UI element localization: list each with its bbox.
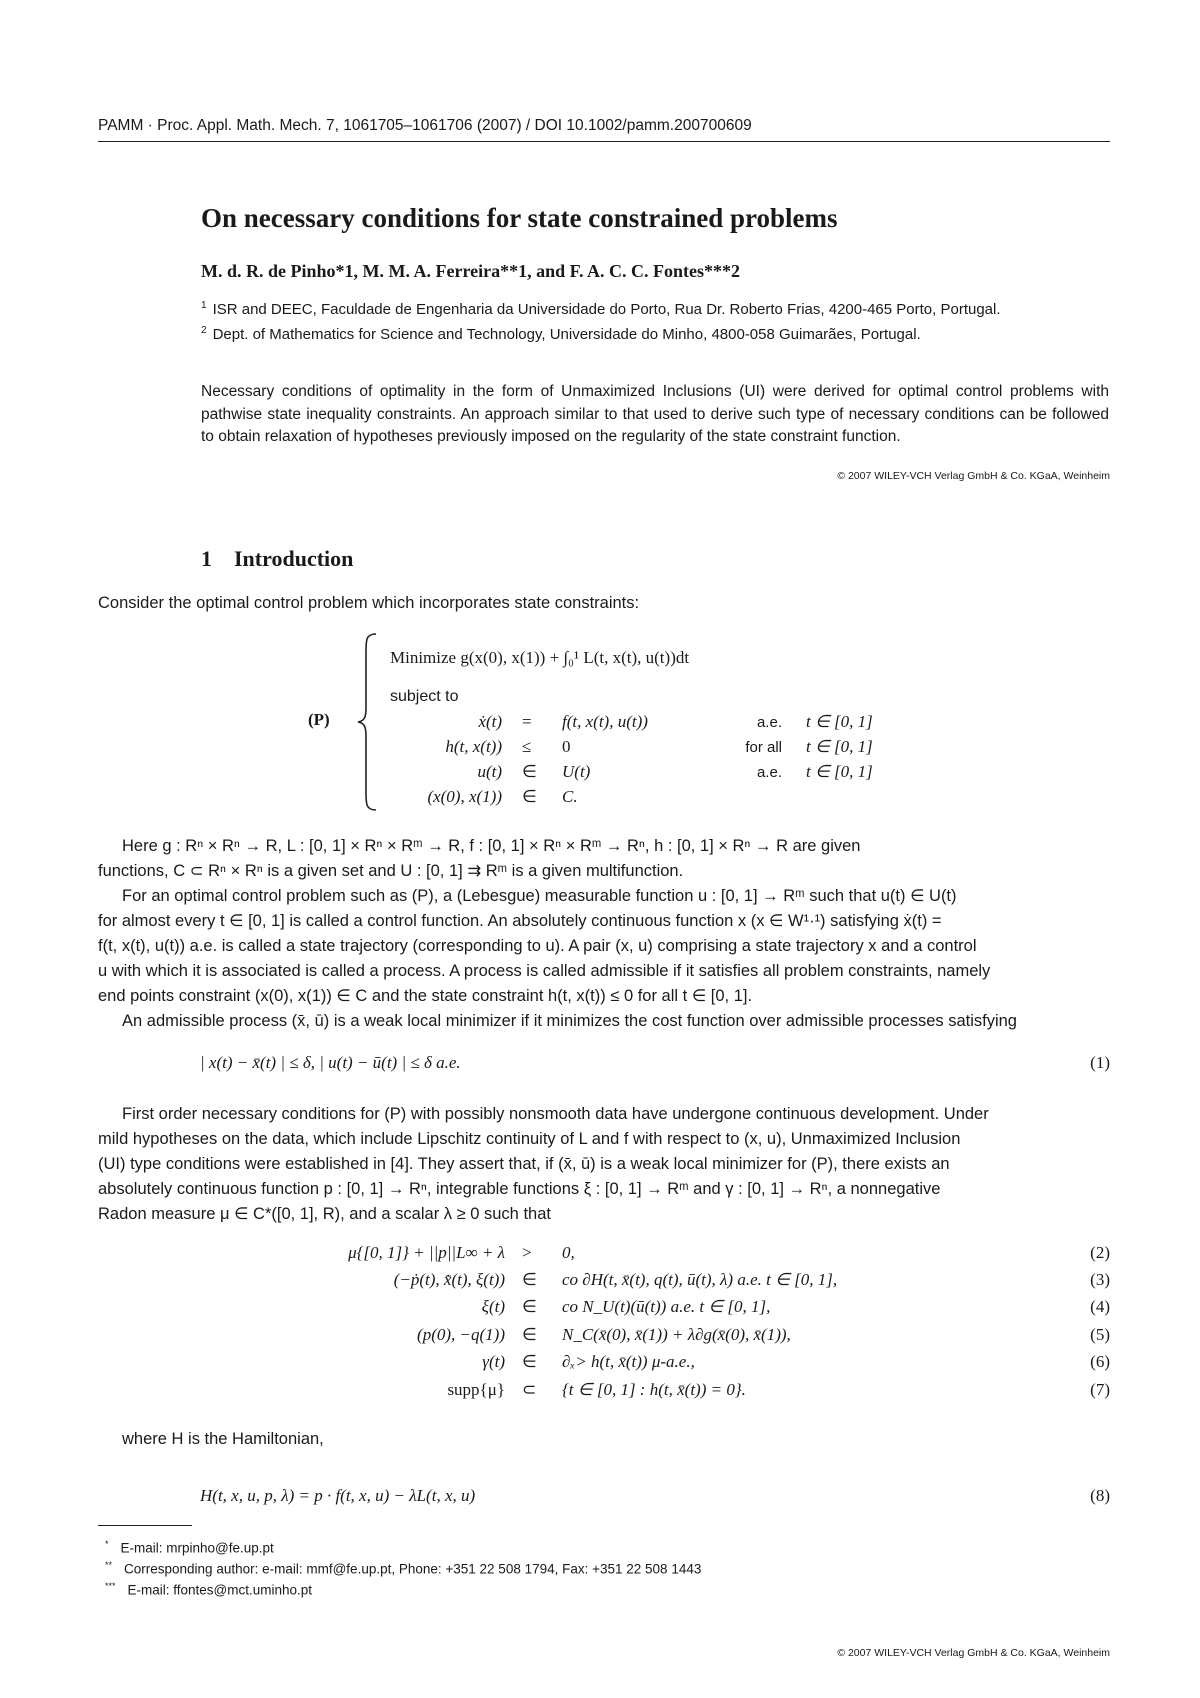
equation-lhs: μ{[0, 1]} + ||p||L∞ + λ [348, 1243, 505, 1262]
copyright-notice: © 2007 WILEY-VCH Verlag GmbH & Co. KGaA, Weinheim [837, 1647, 1110, 1659]
equation-number: (5) [1090, 1325, 1110, 1344]
paragraph-line: An admissible process (x̄, ū) is a weak local minimizer if it minimizes the cost function over admissible processes satisfying [122, 1012, 1017, 1030]
left-brace-icon [356, 632, 382, 812]
equation-rhs: ∂ₓ> h(t, x̄(t)) μ-a.e., [562, 1352, 695, 1371]
equation-lhs: γ(t) [482, 1352, 505, 1371]
constraint-lhs: (x(0), x(1)) [427, 787, 502, 806]
paragraph-line: end points constraint (x(0), x(1)) ∈ C and the state constraint h(t, x(t)) ≤ 0 for all t ∈ [0, 1]. [98, 987, 753, 1005]
problem-subject-to: subject to [390, 688, 459, 705]
paragraph-line: u with which it is associated is called a process. A process is called admissible if it satisfies all problem constraints, namely [98, 962, 991, 980]
intro-sentence: Consider the optimal control problem which incorporates state constraints: [98, 594, 640, 612]
affiliation-text: ISR and DEEC, Faculdade de Engenharia da Universidade do Porto, Rua Dr. Roberto Frias, 4200-465 Porto, Portugal. [212, 301, 1001, 318]
affiliation-mark: 1 [201, 300, 207, 311]
abstract: Necessary conditions of optimality in the form of Unmaximized Inclusions (UI) were derived for optimal control problems with pathwise state inequality constraints. An approach similar to that used to derive such type of necessary conditions can be followed to obtain relaxation of hypotheses previously imposed on the regularity of the state constraint function. [201, 383, 1109, 445]
author-list: M. d. R. de Pinho*1, M. M. A. Ferreira**1, and F. A. C. C. Fontes***2 [201, 261, 740, 281]
constraint-domain: t ∈ [0, 1] [806, 762, 873, 781]
equation-rhs: N_C(x̄(0), x̄(1)) + λ∂g(x̄(0), x̄(1)), [562, 1325, 791, 1344]
equation-relation: ∈ [522, 1297, 537, 1316]
constraint-lhs: u(t) [477, 762, 502, 781]
equation-lhs: (p(0), −q(1)) [417, 1325, 505, 1344]
footnote-text: E-mail: mrpinho@fe.up.pt [120, 1540, 274, 1556]
paragraph-line: f(t, x(t), u(t)) a.e. is called a state trajectory (corresponding to u). A pair (x, u) comprising a state trajectory x and a control [98, 937, 977, 955]
section-number: 1 [201, 546, 212, 571]
equation-1: | x(t) − x̄(t) | ≤ δ, | u(t) − ū(t) | ≤ δ a.e. [200, 1053, 461, 1072]
constraint-relation: ∈ [522, 762, 537, 781]
paragraph-line: functions, C ⊂ Rⁿ × Rⁿ is a given set and U : [0, 1] ⇉ Rᵐ is a given multifunction. [98, 862, 684, 880]
constraint-domain: t ∈ [0, 1] [806, 737, 873, 756]
constraint-rhs: U(t) [562, 762, 591, 781]
section-title: Introduction [234, 546, 354, 571]
equation-number: (1) [1090, 1053, 1110, 1072]
constraint-rhs: C. [562, 787, 578, 806]
paragraph-line: (UI) type conditions were established in [4]. They assert that, if (x̄, ū) is a weak local minimizer for (P), there exists an [98, 1155, 950, 1173]
equation-8: H(t, x, u, p, λ) = p · f(t, x, u) − λL(t, x, u) [200, 1486, 476, 1505]
section-heading [201, 546, 353, 572]
paragraph-line: mild hypotheses on the data, which include Lipschitz continuity of L and f with respect to (x, u), Unmaximized Inclusion [98, 1130, 961, 1148]
footnote-text: E-mail: ffontes@mct.uminho.pt [127, 1582, 313, 1598]
equation-number: (4) [1090, 1297, 1110, 1316]
equation-lhs: supp{μ} [447, 1380, 505, 1399]
constraint-relation: ≤ [522, 737, 532, 756]
footnote-mark: *** [105, 1581, 116, 1591]
constraint-relation: = [522, 712, 532, 731]
constraint-rhs: 0 [562, 737, 571, 756]
problem-objective: Minimize g(x(0), x(1)) + ∫₀¹ L(t, x(t), u(t))dt [390, 648, 690, 667]
footnote-rule [98, 1525, 192, 1526]
constraint-qualifier: a.e. [756, 764, 782, 781]
paragraph-line: absolutely continuous function p : [0, 1] → Rⁿ, integrable functions ξ : [0, 1] → Rᵐ and γ : [0, 1] → Rⁿ, a nonnegative [98, 1180, 941, 1198]
paragraph-line: For an optimal control problem such as (P), a (Lebesgue) measurable function u : [0, 1] → Rᵐ such that u(t) ∈ U(t) [122, 887, 957, 905]
equation-rhs: 0, [562, 1243, 575, 1262]
equation-rhs: {t ∈ [0, 1] : h(t, x̄(t)) = 0}. [562, 1380, 746, 1399]
affiliation-2 [201, 325, 921, 343]
constraint-qualifier: a.e. [756, 714, 782, 731]
equation-relation: ∈ [522, 1270, 537, 1289]
footnote [105, 1581, 312, 1598]
equation-relation: ⊂ [522, 1380, 537, 1399]
equation-relation: ∈ [522, 1352, 537, 1371]
constraint-lhs: ẋ(t) [478, 712, 502, 731]
equation-lhs: ξ(t) [481, 1297, 505, 1316]
equation-number: (6) [1090, 1352, 1110, 1371]
running-header: PAMM · Proc. Appl. Math. Mech. 7, 1061705–1061706 (2007) / DOI 10.1002/pamm.200700609 [98, 117, 752, 134]
copyright-notice: © 2007 WILEY-VCH Verlag GmbH & Co. KGaA, Weinheim [837, 470, 1110, 482]
constraint-domain: t ∈ [0, 1] [806, 712, 873, 731]
footnote [105, 1539, 274, 1556]
equation-lhs: (−ṗ(t), x̄̇(t), ξ(t)) [393, 1270, 505, 1289]
footnote-mark: ** [105, 1560, 113, 1570]
affiliation-text: Dept. of Mathematics for Science and Technology, Universidade do Minho, 4800-058 Guimarães, Portugal. [212, 326, 921, 343]
footnote-text: Corresponding author: e-mail: mmf@fe.up.pt, Phone: +351 22 508 1794, Fax: +351 22 508 1443 [124, 1561, 702, 1577]
equation-number: (3) [1090, 1270, 1110, 1289]
equation-number: (2) [1090, 1243, 1110, 1262]
equation-number: (7) [1090, 1380, 1110, 1399]
paragraph-line: First order necessary conditions for (P) with possibly nonsmooth data have undergone continuous development. Under [122, 1105, 989, 1123]
equation-rhs: co N_U(t)(ū(t)) a.e. t ∈ [0, 1], [562, 1297, 771, 1316]
equation-number: (8) [1090, 1486, 1110, 1505]
affiliation-1 [201, 300, 1001, 318]
footnote [105, 1560, 701, 1577]
footnote-mark: * [105, 1539, 109, 1549]
constraint-relation: ∈ [522, 787, 537, 806]
constraint-lhs: h(t, x(t)) [445, 737, 502, 756]
constraint-rhs: f(t, x(t), u(t)) [562, 712, 648, 731]
problem-label: (P) [308, 710, 330, 729]
paper-title: On necessary conditions for state constrained problems [201, 203, 838, 233]
equation-relation: > [522, 1243, 532, 1262]
equation-rhs: co ∂H(t, x̄(t), q(t), ū(t), λ) a.e. t ∈ [0, 1], [562, 1270, 838, 1289]
paragraph-line: for almost every t ∈ [0, 1] is called a control function. An absolutely continuous function x (x ∈ W¹·¹) satisfying ẋ(t) = [98, 912, 942, 930]
equation-relation: ∈ [522, 1325, 537, 1344]
paragraph-line: Radon measure μ ∈ C*([0, 1], R), and a scalar λ ≥ 0 such that [98, 1205, 551, 1223]
affiliation-mark: 2 [201, 325, 207, 336]
paragraph-line: where H is the Hamiltonian, [122, 1430, 324, 1448]
paragraph-line: Here g : Rⁿ × Rⁿ → R, L : [0, 1] × Rⁿ × Rᵐ → R, f : [0, 1] × Rⁿ × Rᵐ → Rⁿ, h : [0, 1] × Rⁿ → R are given [122, 837, 861, 855]
header-rule [98, 141, 1110, 142]
constraint-qualifier: for all [745, 739, 782, 756]
